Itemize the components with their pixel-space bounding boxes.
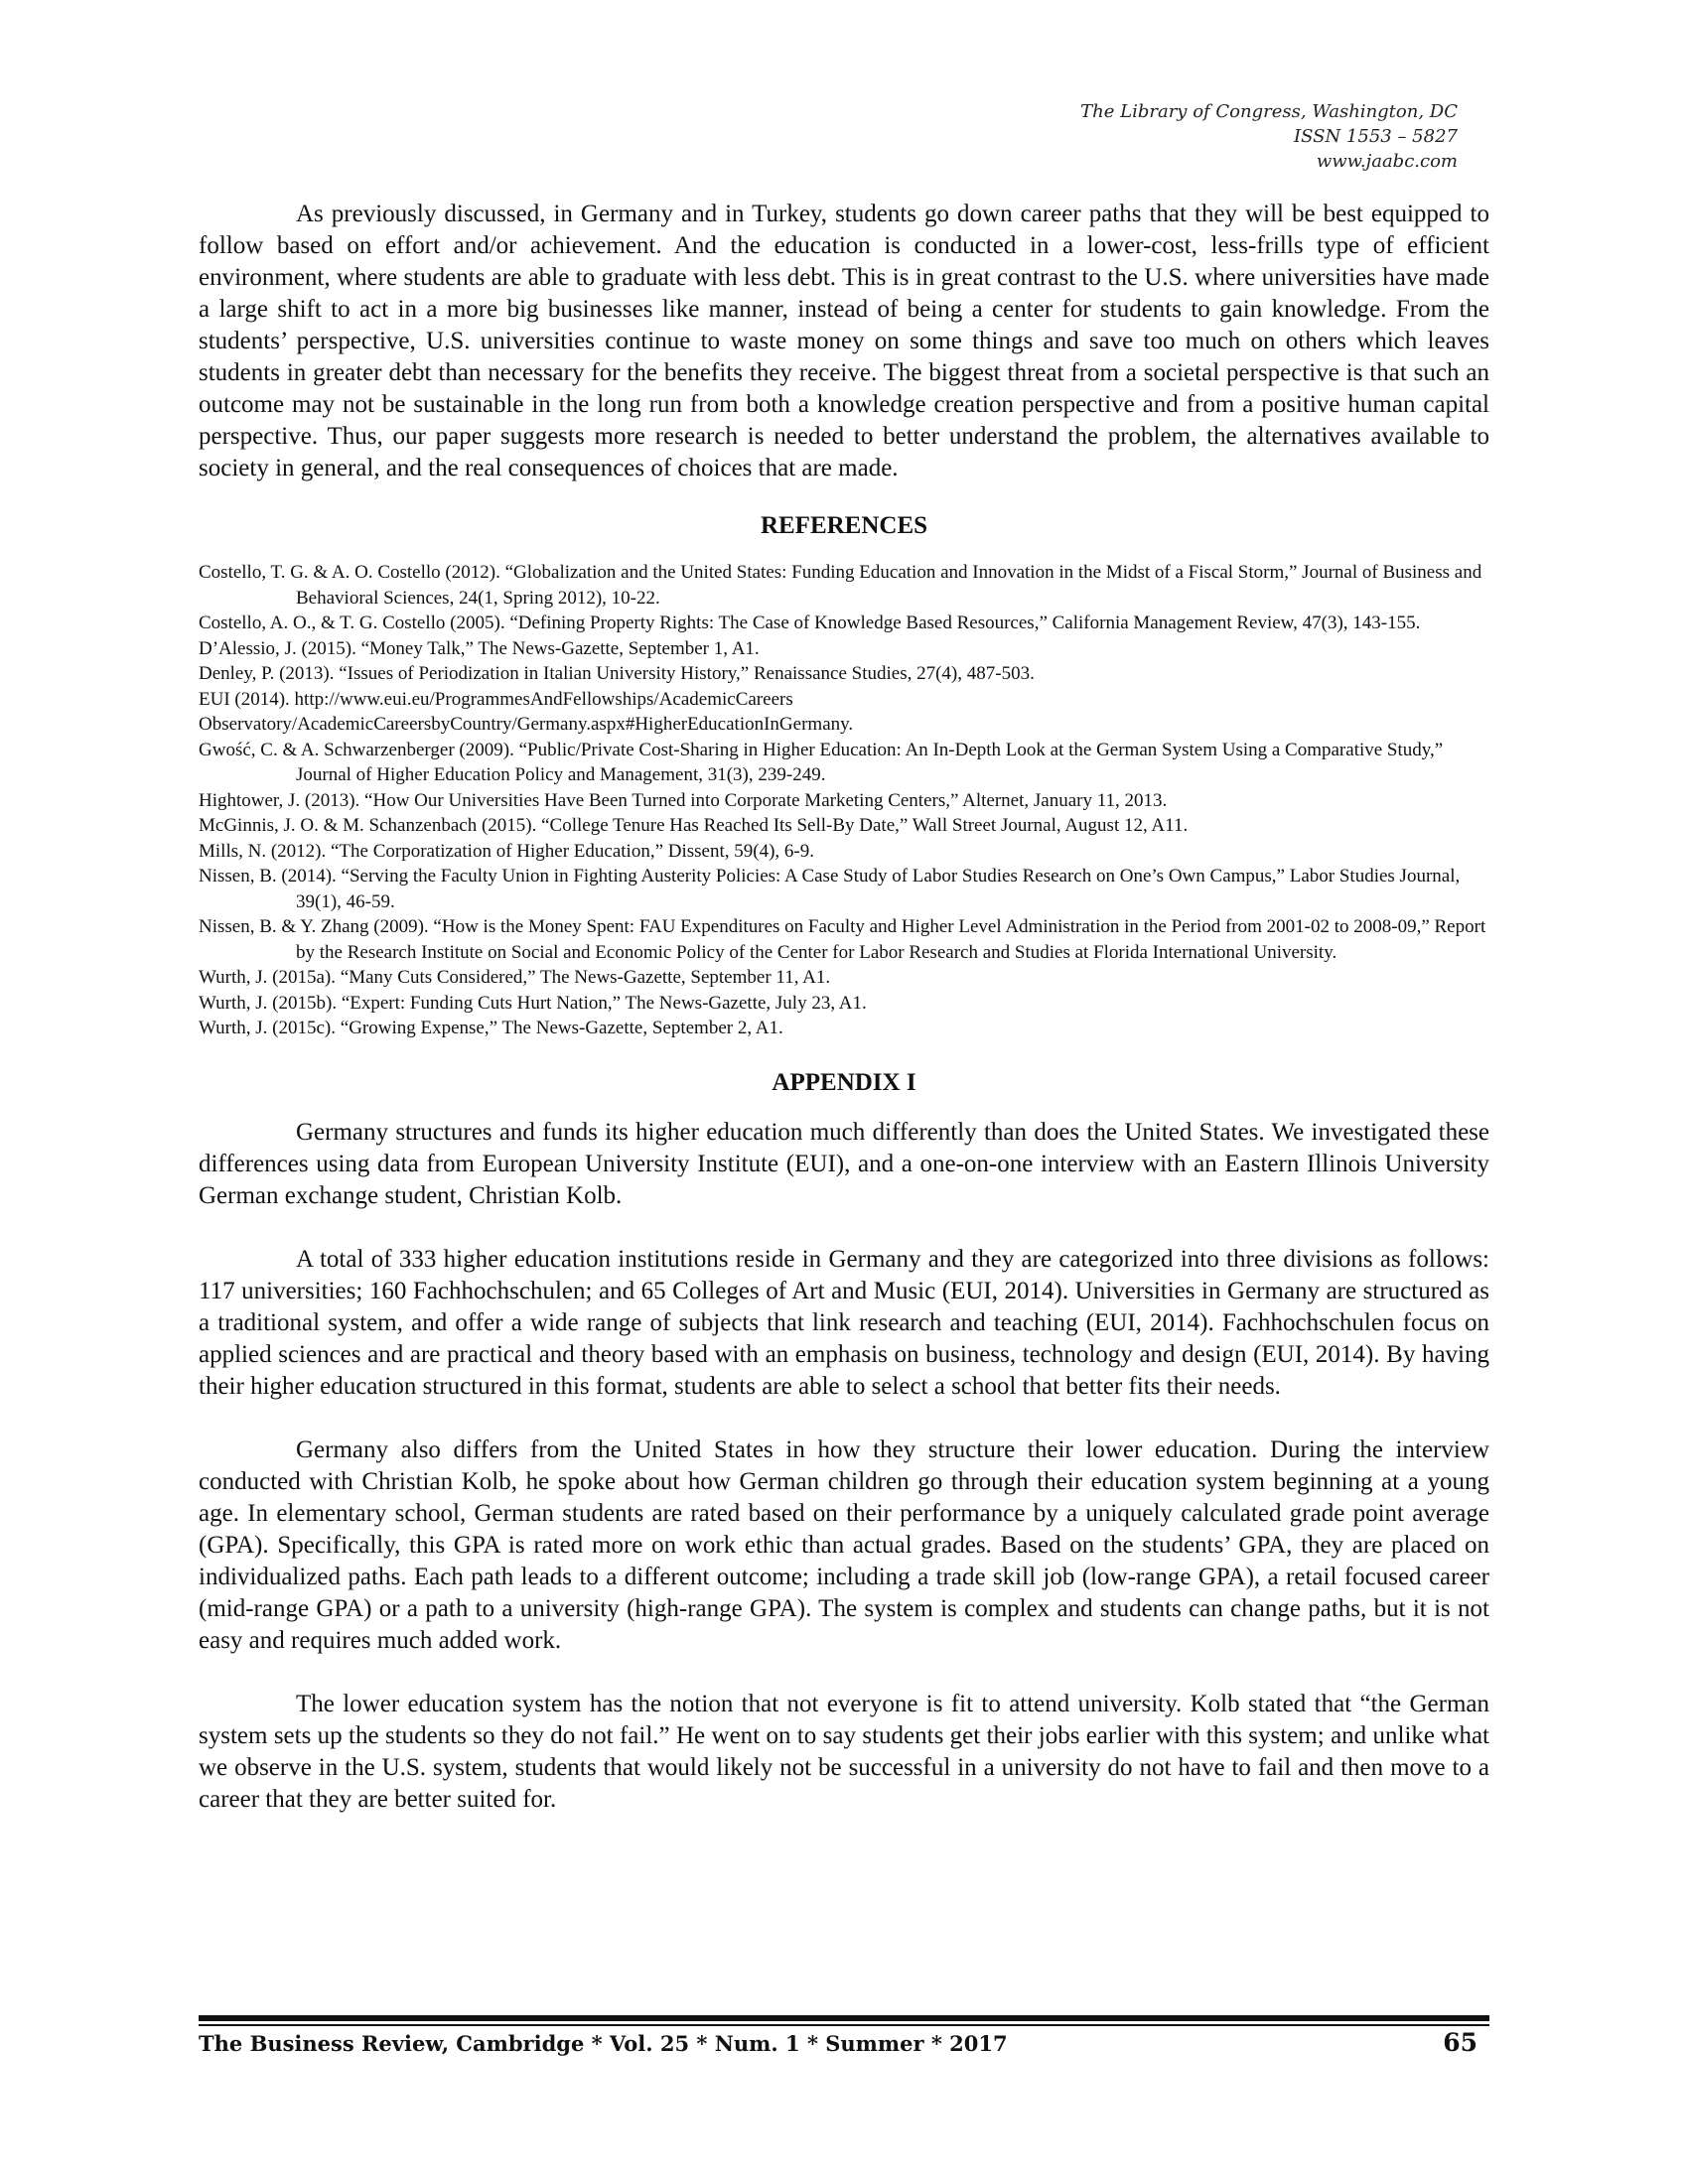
reference-item: Hightower, J. (2013). “How Our Universities Have Been Turned into Corporate Marketing Centers,” Alternet, January 11, 2013.	[199, 789, 1168, 811]
appendix-paragraph: Germany structures and funds its higher education much differently than does the United States. We investigated these differences using data from European University Institute (EUI), and a one-on-one interview with an Eastern Illinois University German exchange student, Christian Kolb.	[199, 1118, 1489, 1209]
reference-item: Mills, N. (2012). “The Corporatization of Higher Education,” Dissent, 59(4), 6-9.	[199, 840, 814, 862]
running-header	[1080, 99, 1458, 174]
reference-item-continuation: Observatory/AcademicCareersbyCountry/Germany.aspx#HigherEducationInGermany.	[199, 714, 854, 735]
main-content	[199, 199, 1489, 1847]
reference-item: Wurth, J. (2015a). “Many Cuts Considered,” The News-Gazette, September 11, A1.	[199, 967, 831, 988]
footer-rule-thin	[199, 2024, 1489, 2026]
reference-item: D’Alessio, J. (2015). “Money Talk,” The News-Gazette, September 1, A1.	[199, 637, 760, 659]
reference-item: EUI (2014). http://www.eui.eu/ProgrammesAndFellowships/AcademicCareers	[199, 688, 793, 710]
reference-item: Gwość, C. & A. Schwarzenberger (2009). “Public/Private Cost-Sharing in Higher Education: An In-Depth Look at the German System Using a Comparative Study,” Journal of Higher Education Policy and Management, 31(3), 239-249.	[199, 739, 1444, 785]
reference-item: Denley, P. (2013). “Issues of Periodization in Italian University History,” Renaissance Studies, 27(4), 487-503.	[199, 663, 1035, 684]
header-library-line: The Library of Congress, Washington, DC	[1080, 101, 1458, 122]
header-issn-line: ISSN 1553 – 5827	[1294, 126, 1458, 147]
reference-item: Nissen, B. & Y. Zhang (2009). “How is the Money Spent: FAU Expenditures on Faculty and Higher Level Administration in the Period from 2001-02 to 2008-09,” Report by the Research Institute on Social and Economic Policy of the Center for Labor Research and Studies at Florida International University.	[199, 916, 1486, 963]
reference-item: Costello, A. O., & T. G. Costello (2005). “Defining Property Rights: The Case of Knowledge Based Resources,” California Management Review, 47(3), 143-155.	[199, 613, 1421, 633]
reference-item: Costello, T. G. & A. O. Costello (2012). “Globalization and the United States: Funding Education and Innovation in the Midst of a Fiscal Storm,” Journal of Business and Behavioral Sciences, 24(1, Spring 2012), 10-22.	[199, 562, 1482, 609]
appendix-heading: APPENDIX I	[772, 1068, 916, 1096]
appendix-paragraph: Germany also differs from the United States in how they structure their lower education. During the interview conducted with Christian Kolb, he spoke about how German children go through their education system beginning at a young age. In elementary school, German students are rated based on their performance by a uniquely calculated grade point average (GPA). Specifically, this GPA is rated more on work ethic than actual grades. Based on the students’ GPA, they are placed on individualized paths. Each path leads to a different outcome; including a trade skill job (low-range GPA), a retail focused career (mid-range GPA) or a path to a university (high-range GPA). The system is complex and students can change paths, but it is not easy and requires much added work.	[199, 1435, 1489, 1654]
appendix-paragraph: A total of 333 higher education institutions reside in Germany and they are categorized into three divisions as follows: 117 universities; 160 Fachhochschulen; and 65 Colleges of Art and Music (EUI, 2014). Universities in Germany are structured as a traditional system, and offer a wide range of subjects that link research and teaching (EUI, 2014). Fachhochschulen focus on applied sciences and are practical and theory based with an emphasis on business, technology and design (EUI, 2014). By having their higher education structured in this format, students are able to select a school that better fits their needs.	[199, 1245, 1489, 1400]
conclusion-paragraph: As previously discussed, in Germany and in Turkey, students go down career paths that they will be best equipped to follow based on effort and/or achievement. And the education is conducted in a lower-cost, less-frills type of efficient environment, where students are able to graduate with less debt. This is in great contrast to the U.S. where universities have made a large shift to act in a more big businesses like manner, instead of being a center for students to gain knowledge. From the students’ perspective, U.S. universities continue to waste money on some things and save too much on others which leaves students in greater debt than necessary for the benefits they receive. The biggest threat from a societal perspective is that such an outcome may not be sustainable in the long run from both a knowledge creation perspective and from a positive human capital perspective. Thus, our paper suggests more research is needed to better understand the problem, the alternatives available to society in general, and the real consequences of choices that are made.	[199, 201, 1489, 481]
references-heading: REFERENCES	[760, 512, 928, 539]
references-list	[199, 560, 1489, 1041]
page-number: 65	[1443, 2028, 1477, 2057]
footer-rule-thick	[199, 2015, 1489, 2021]
header-website-line: www.jaabc.com	[1316, 151, 1458, 172]
reference-item: Nissen, B. (2014). “Serving the Faculty Union in Fighting Austerity Policies: A Case Study of Labor Studies Research on One’s Own Campus,” Labor Studies Journal, 39(1), 46-59.	[199, 866, 1461, 912]
footer-journal-citation: The Business Review, Cambridge * Vol. 25 * Num. 1 * Summer * 2017	[199, 2031, 1008, 2056]
reference-item: McGinnis, J. O. & M. Schanzenbach (2015). “College Tenure Has Reached Its Sell-By Date,” Wall Street Journal, August 12, A11.	[199, 815, 1189, 836]
appendix-paragraph: The lower education system has the notion that not everyone is fit to attend university. Kolb stated that “the German system sets up the students so they do not fail.” He went on to say students get their jobs earlier with this system; and unlike what we observe in the U.S. system, students that would likely not be successful in a university do not have to fail and then move to a career that they are better suited for.	[199, 1690, 1489, 1813]
reference-item: Wurth, J. (2015b). “Expert: Funding Cuts Hurt Nation,” The News-Gazette, July 23, A1.	[199, 992, 867, 1014]
reference-item: Wurth, J. (2015c). “Growing Expense,” The News-Gazette, September 2, A1.	[199, 1018, 783, 1038]
